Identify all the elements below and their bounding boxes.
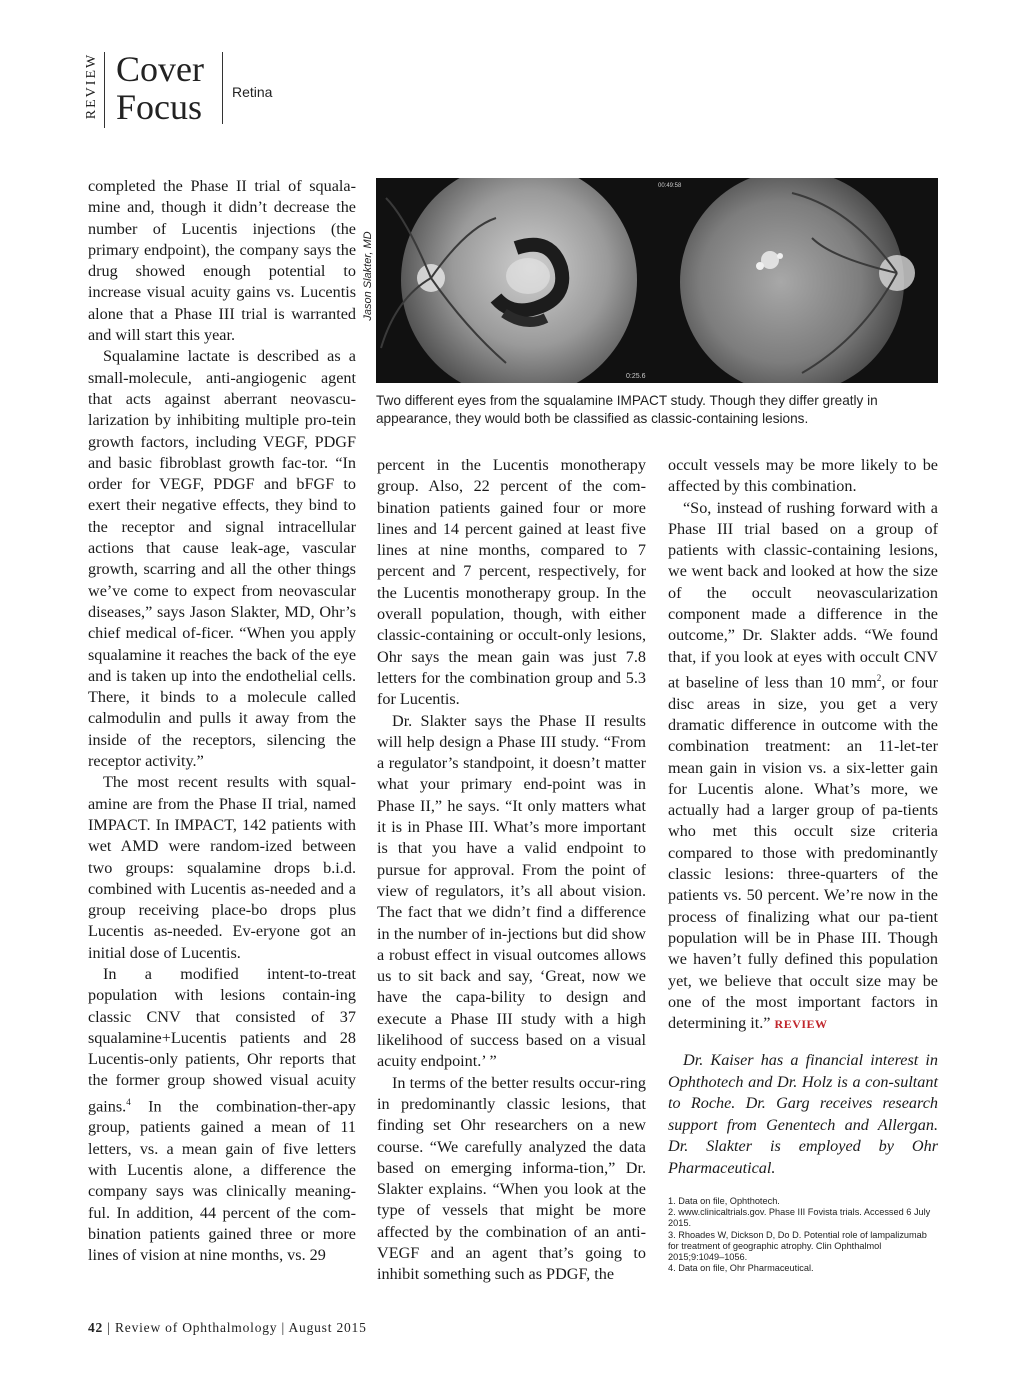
footer-separator: |: [103, 1320, 115, 1335]
reference-item: 2. www.clinicaltrials.gov. Phase III Fovista trials. Accessed 6 July 2015.: [668, 1207, 931, 1229]
footer-separator: |: [277, 1320, 289, 1335]
reference-item: 3. Rhoades W, Dickson D, Do D. Potential role of lampalizumab for treatment of geographic atrophy. Clin Ophthalmol 2015;9:1049–1056.: [668, 1229, 927, 1263]
references: [668, 1196, 940, 1274]
header-divider-2: [222, 52, 223, 124]
end-mark: REVIEW: [774, 1017, 828, 1032]
paragraph: [88, 964, 356, 1267]
image-time-label: 00:49:58: [658, 183, 682, 189]
fundus-angiogram-image: [376, 178, 662, 383]
section-name: Retina: [232, 84, 273, 100]
paragraph: Squalamine lactate is described as a small-molecule, anti-angiogenic agent that acts against aberrant neovascu-larization by inhibiting multiple pro-tein growth factors, including VEGF, PDGF and basic fibroblast growth fac-tor. “In order for VEGF, PDGF and bFGF to exert their negative effects, they bind to the receptor and signal intracellular actions that cause leak-age, vascular growth, scarring and all the other things we’ve come to expect from neovascular diseases,” says Jason Slakter, MD, Ohr’s chief medical of-ficer. “When you apply squalamine it reaches the back of the eye and is taken up into the endothelial cells. There, it binds to a molecule called calmodulin and pulls it away from the inside of the receptors, silencing the receptor activity.”: [88, 347, 356, 771]
paragraph: In terms of the better results occur-ring in predominantly classic lesions, that finding set Ohr researchers on a new course. “We carefully analyzed the data based on emerging informa-tion,” Dr. Slakter explains. “When you look at the type of vessels that might be more affected by the combination of an anti-VEGF and an agent that’s going to inhibit something such as PDGF, the: [377, 1073, 646, 1284]
reference-item: 1. Data on file, Ophthotech.: [668, 1196, 780, 1206]
paragraph-text: , or four disc areas in size, you get a very dramatic difference in outcome with the combination treatment: an 11-let-ter mean gain in vision vs. a six-letter gain for Lucentis alone. What’s more, we actually had a larger group of pa-tients who met this occult size criteria compared to those with predominantly classic lesions: three-quarters of the patients vs. 50 percent. We’re now in the process of finalizing what our pa-tient population will be in Phase III. Though we haven’t fully defined this population yet, we believe that occult size may be one of the most important factors in determining it.”: [668, 673, 939, 1033]
superscript: 2: [876, 672, 882, 683]
magazine-tag: [80, 52, 102, 128]
page-number: 42: [88, 1320, 104, 1335]
article-column-1: [88, 176, 356, 1267]
magazine-tag-text: REVIEW: [84, 52, 99, 120]
paragraph: completed the Phase II trial of squala-mine and, though it didn’t decrease the number of Lucentis injections (the primary endpoint), the company says the drug showed enough potential to increase visual acuity gains vs. Lucentis alone that a Phase III trial is warranted and will start this year.: [88, 177, 356, 345]
paragraph: [668, 498, 938, 1036]
fundus-photo-image: [652, 178, 938, 383]
disclosure-text: Dr. Kaiser has a financial interest in Ophthotech and Dr. Holz is a con-sultant to Roche. Dr. Garg receives research support from Genentech and Allergan. Dr. Slakter is employed by Ohr Pharmaceutical.: [668, 1051, 938, 1177]
photo-credit-text: Jason Slakter, MD: [362, 231, 374, 321]
paragraph-text: In the combination-ther-apy group, patients gained a mean of 11 letters, vs. a mean gain of five letters with Lucentis alone, a difference the company says was clinically meaning-ful. In addition, 44 percent of the com-bination patients gained three or more lines of vision at nine months, vs. 29: [88, 1097, 356, 1265]
image-time-label: 0:25.6: [626, 373, 646, 380]
magazine-name: Review of Ophthalmology: [114, 1320, 278, 1335]
header-divider: [104, 52, 105, 128]
article-column-3: [668, 455, 938, 1035]
section-title: [116, 50, 204, 126]
section-title-cover: Cover: [116, 49, 204, 89]
issue-date: August 2015: [288, 1320, 367, 1335]
article-column-2: [377, 455, 646, 1286]
disclosure: [668, 1050, 938, 1180]
photo-credit: [358, 178, 376, 383]
citation-superscript: 4: [126, 1096, 131, 1107]
section-title-focus: Focus: [116, 87, 203, 127]
page-footer: [88, 1320, 367, 1336]
figure-caption: Two different eyes from the squalamine IMPACT study. Though they differ greatly in appearance, they would both be classified as classic-containing lesions.: [376, 393, 878, 426]
reference-item: 4. Data on file, Ohr Pharmaceutical.: [668, 1263, 814, 1274]
paragraph: occult vessels may be more likely to be affected by this combination.: [668, 456, 938, 496]
paragraph-text: “So, instead of rushing forward with a Phase III trial based on a group of patients with classic-containing lesions, we went back and looked at how the size of the occult neovascularization component made a difference in the outcome,” Dr. Slakter adds. “We found that, if you look at eyes with occult CNV at baseline of less than 10 mm: [668, 498, 938, 692]
paragraph-text: In a modified intent-to-treat population with lesions contain-ing classic CNV that consisted of 37 squalamine+Lucentis patients and 28 Lucentis-only patients, Ohr reports that the former group showed visual acuity gains.: [88, 964, 356, 1116]
paragraph: The most recent results with squal-amine are from the Phase II trial, named IMPACT. In IMPACT, 142 patients with wet AMD were random-ized between two groups: squalamine drops b.i.d. combined with Lucentis as-needed and a group receiving place-bo drops plus Lucentis as-needed. Ev-eryone got an initial dose of Lucentis.: [88, 773, 356, 962]
paragraph: Dr. Slakter says the Phase II results will help design a Phase III study. “From a regulator’s standpoint, it doesn’t matter what your primary end-point was in Phase II,” he says. “It only matters what it is in Phase III. What’s more important is that you have a valid endpoint to pursue for approval. From the point of view of regulators, it’s all about vision. The fact that we didn’t find a difference in the number of in-jections but did show a robust effect in visual outcomes allows us to sit back and say, ‘Great, now we have the capa-bility to design and execute a Phase III study with a high likelihood of success based on a visual acuity endpoint.’ ”: [377, 711, 646, 1071]
paragraph: percent in the Lucentis monotherapy group. Also, 22 percent of the com-bination patients gained four or more lines and 14 percent gained at least five lines at nine months, compared to 7 percent and 7 percent, respectively, for the Lucentis monotherapy group. In the overall population, though, with either classic-containing or occult-only lesions, Ohr says the mean gain was just 7.8 letters for the combination group and 5.3 for Lucentis.: [377, 456, 646, 709]
